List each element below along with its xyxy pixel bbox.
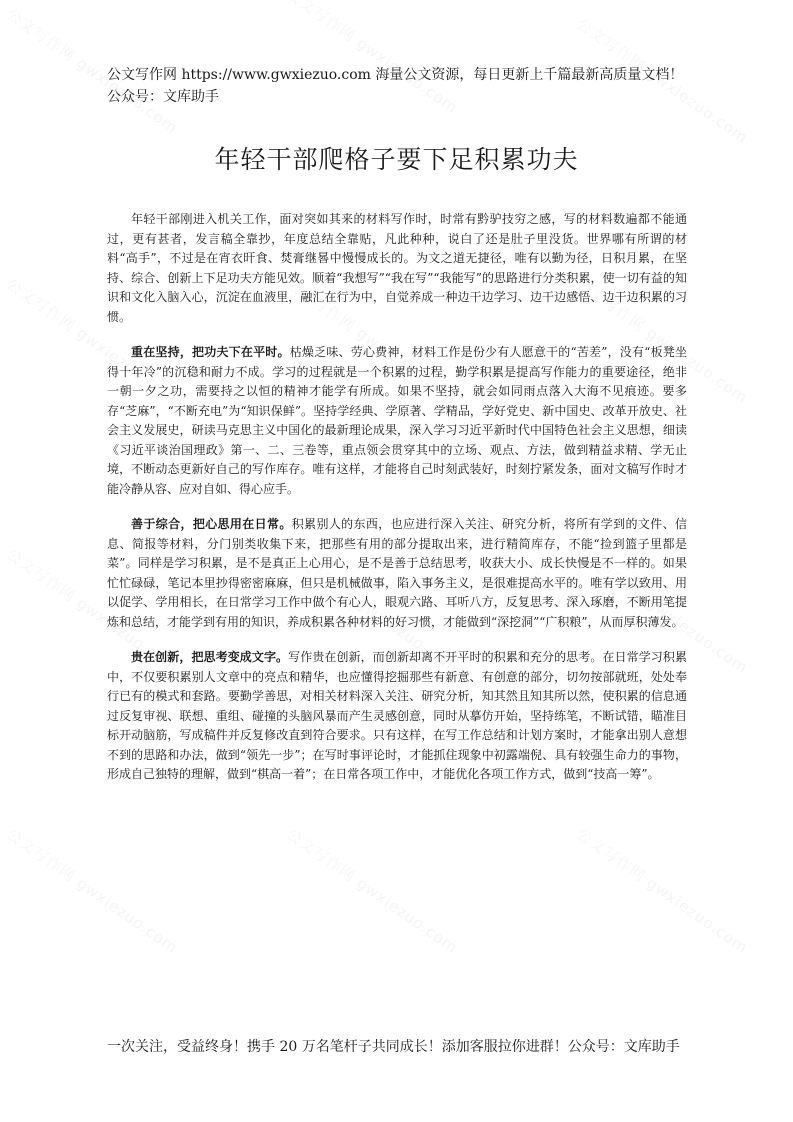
watermark-text (573, 823, 753, 958)
footer-note: 一次关注，受益终身！携手 20 万名笔杆子共同成长！添加客服拉你进群！公众号：文库助手 (107, 1039, 680, 1055)
paragraph-text: 年轻干部刚进入机关工作，面对突如其来的材料写作时，时常有黔驴技穷之感，写的材料数遍都不能通过，更有甚者，发言稿全靠抄，年度总结全靠贴，凡此种种，说白了还是肚子里没货。世界哪有所谓的材料“高手”，不过是在宵衣旰食、焚膏继晷中慢慢成长的。为文之道无捷径，唯有以勤为径，日积月累，在坚持、综合、创新上下足功夫方能见效。顺着“我想写”“我在写”“我能写”的思路进行分类积累，使一切有益的知识和文化入脑入心，沉淀在血液里，融汇在行为中，自觉养成一种边干边学习、边干边感悟、边干边积累的习惯。 (107, 212, 687, 324)
paragraph-synthesis (107, 515, 687, 632)
paragraph-lead: 贵在创新，把思考变成文字。 (131, 650, 289, 664)
header-note: 公文写作网 https://www.gwxiezuo.com 海量公文资源，每日更新上千篇最新高质量文档！ 公众号：文库助手 (107, 67, 684, 105)
article-body (107, 210, 687, 801)
document-title: 年轻干部爬格子要下足积累功夫 (214, 145, 579, 174)
paragraph-lead: 重在坚持，把功夫下在平时。 (131, 345, 290, 359)
watermark-text (283, 823, 463, 958)
watermark-text (3, 823, 183, 958)
paragraph-innovation (107, 648, 687, 785)
paragraph-intro (107, 210, 687, 327)
paragraph-lead: 善于综合，把心思用在日常。 (131, 517, 292, 531)
paragraph-text: 积累别人的东西，也应进行深入关注、研究分析，将所有学到的文件、信息、简报等材料，分门别类收集下来，把那些有用的部分提取出来，进行精简库存，不能“捡到篮子里都是菜”。同样是学习积累，是不是真正上心用心，是不是善于总结思考，收获大小、成长快慢是不一样的。如果忙忙碌碌，笔记本里抄得密密麻麻，但只是机械做事，陷入事务主义，是很难提高水平的。唯有学以致用、用以促学、学用相长，在日常学习工作中做个有心人，眼观六路、耳听八方，反复思考、深入琢磨，不断用笔提炼和总结，才能学到有用的知识，养成积累各种材料的好习惯，才能做到“深挖洞”“广积粮”，从而厚积薄发。 (107, 517, 687, 629)
paragraph-text: 写作贵在创新，而创新却离不开平时的积累和充分的思考。在日常学习积累中，不仅要积累别人文章中的亮点和精华，也应懂得挖掘那些有新意、有创意的部分，切勿按部就班，处处奉行已有的模式和套路。要勤学善思，对相关材料深入关注、研究分析，知其然且知其所以然，使积累的信息通过反复审视、联想、重组、碰撞的头脑风暴而产生灵感创意，同时从摹仿开始，坚持练笔，不断试错，瞄准目标开动脑筋，写成稿件并反复修改直到符合要求。只有这样，在写工作总结和计划方案时，才能拿出别人意想不到的思路和办法，做到“领先一步”；在写时事评论时，才能抓住现象中初露端倪、具有较强生命力的事物，形成自己独特的理解，做到“棋高一着”；在日常各项工作中，才能优化各项工作方式，做到“技高一筹”。 (107, 650, 687, 781)
paragraph-text: 枯燥乏味、劳心费神，材料工作是份少有人愿意干的“苦差”，没有“板凳坐得十年冷”的沉稳和耐力不成。学习的过程就是一个积累的过程，勤学积累是提高写作能力的重要途径，绝非一朝一夕之功，需要持之以恒的精神才能学有所成。如果不坚持，就会如同雨点落入大海不见痕迹。要多存“芝麻”，“不断充电”为“知识保鲜”。坚持学经典、学原著、学精品，学好党史、新中国史、改革开放史、社会主义发展史，研读马克思主义中国化的最新理论成果，深入学习习近平新时代中国特色社会主义思想，细读《习近平谈治国理政》第一、二、三卷等，重点领会贯穿其中的立场、观点、方法，做到精益求精、学无止境，不断动态更新好自己的写作库存。唯有这样，才能将自己时刻武装好，时刻拧紧发条，面对文稿写作时才能冷静从容、应对自如、得心应手。 (107, 345, 687, 496)
paragraph-persistence (107, 343, 687, 499)
